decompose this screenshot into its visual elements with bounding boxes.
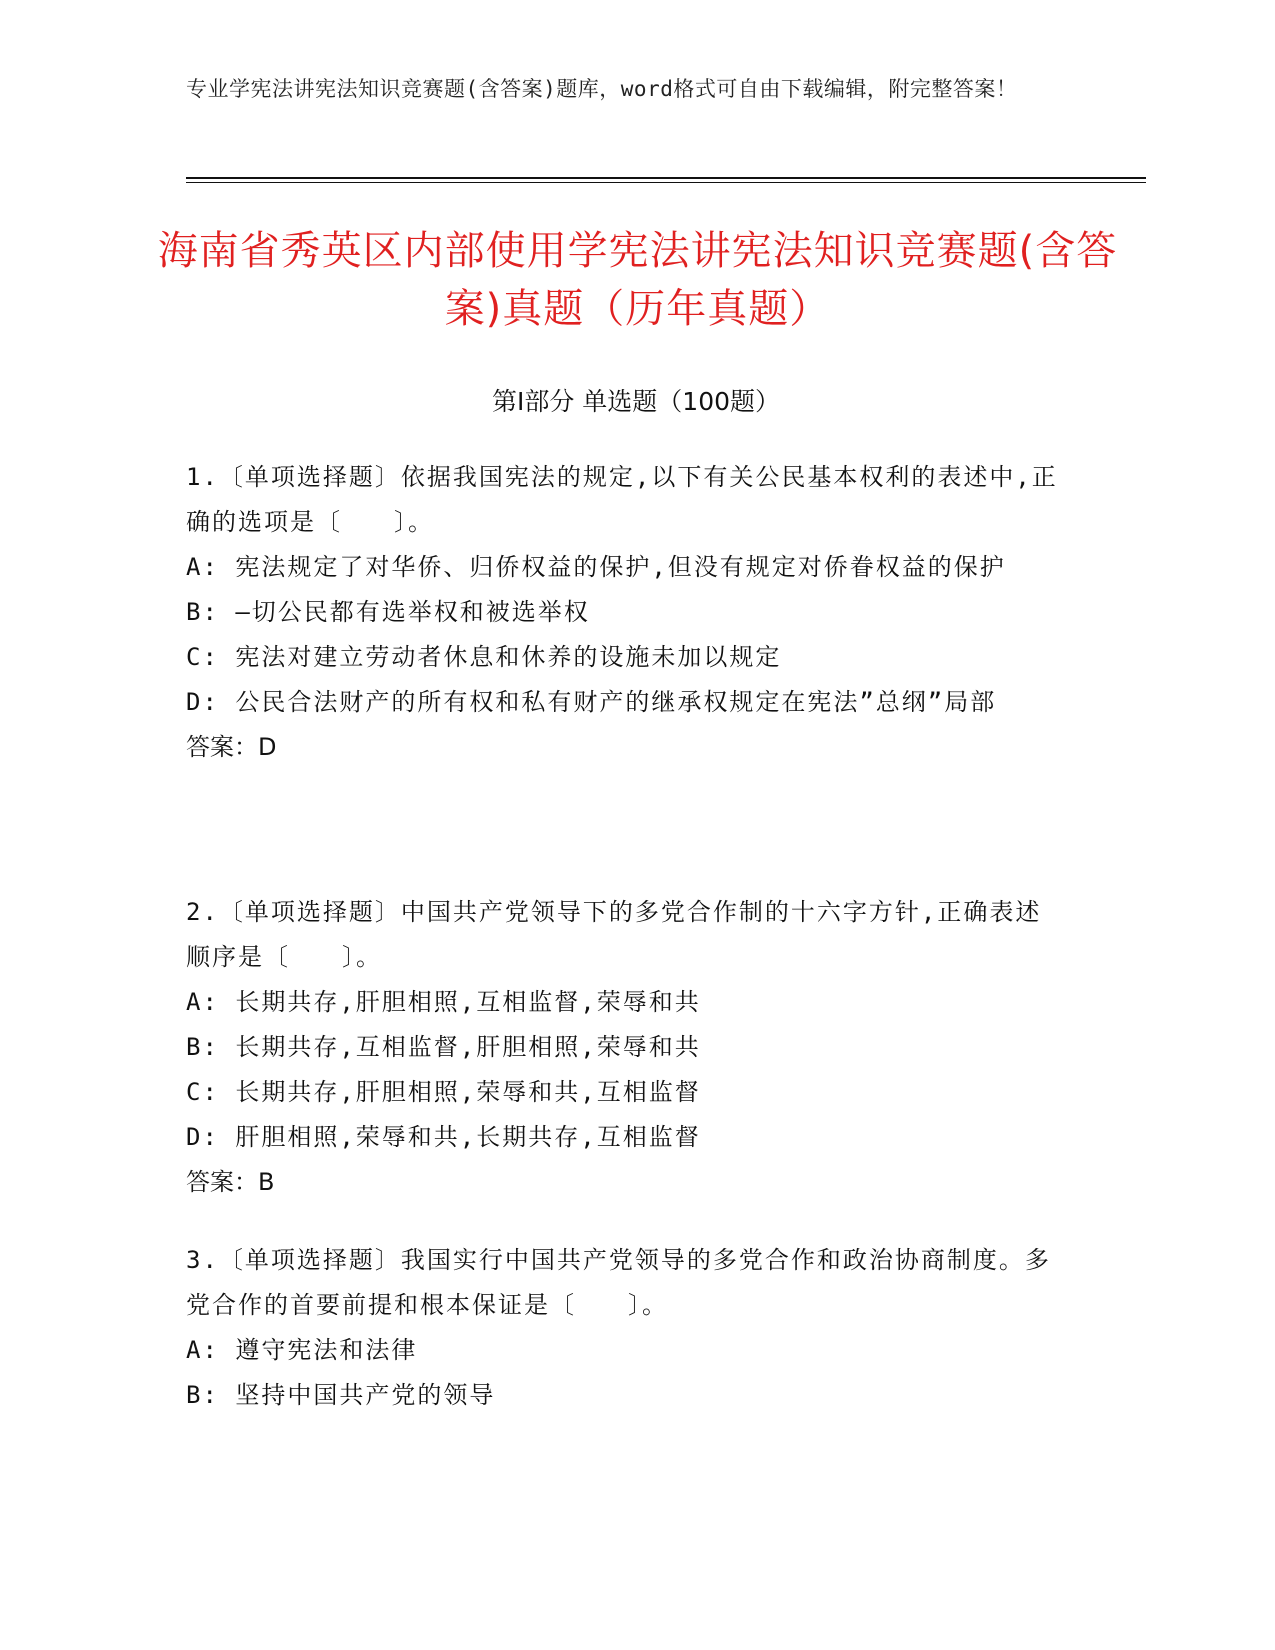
option-d: D: 肝胆相照,荣辱和共,长期共存,互相监督 bbox=[186, 1123, 701, 1151]
option-d: D: 公民合法财产的所有权和私有财产的继承权规定在宪法”总纲”局部 bbox=[186, 688, 997, 716]
question-3 bbox=[186, 1238, 1066, 1418]
question-2 bbox=[186, 890, 1066, 1205]
answer: 答案：D bbox=[186, 733, 277, 761]
document-title: 海南省秀英区内部使用学宪法讲宪法知识竞赛题(含答案)真题（历年真题） bbox=[157, 228, 1118, 332]
option-b: B: 坚持中国共产党的领导 bbox=[186, 1381, 496, 1409]
question-1 bbox=[186, 455, 1066, 770]
option-a: A: 长期共存,肝胆相照,互相监督,荣辱和共 bbox=[186, 988, 701, 1016]
option-c: C: 宪法对建立劳动者休息和休养的设施未加以规定 bbox=[186, 643, 782, 671]
option-a: A: 遵守宪法和法律 bbox=[186, 1336, 418, 1364]
header-divider-thin bbox=[186, 182, 1146, 183]
option-b: B: —切公民都有选举权和被选举权 bbox=[186, 598, 590, 626]
answer: 答案：B bbox=[186, 1168, 275, 1196]
section-heading: 第I部分 单选题（100题） bbox=[491, 387, 781, 416]
question-stem: 1.〔单项选择题〕依据我国宪法的规定,以下有关公民基本权利的表述中,正确的选项是〔 〕。 bbox=[186, 463, 1058, 536]
question-stem: 3.〔单项选择题〕我国实行中国共产党领导的多党合作和政治协商制度。多党合作的首要前提和根本保证是〔 〕。 bbox=[186, 1246, 1051, 1319]
header-divider-thick bbox=[186, 177, 1146, 179]
option-a: A: 宪法规定了对华侨、归侨权益的保护,但没有规定对侨眷权益的保护 bbox=[186, 553, 1006, 581]
option-b: B: 长期共存,互相监督,肝胆相照,荣辱和共 bbox=[186, 1033, 701, 1061]
option-c: C: 长期共存,肝胆相照,荣辱和共,互相监督 bbox=[186, 1078, 701, 1106]
question-stem: 2.〔单项选择题〕中国共产党领导下的多党合作制的十六字方针,正确表述顺序是〔 〕。 bbox=[186, 898, 1042, 971]
header-note: 专业学宪法讲宪法知识竞赛题(含答案)题库，word格式可自由下载编辑，附完整答案！ bbox=[186, 77, 1018, 101]
